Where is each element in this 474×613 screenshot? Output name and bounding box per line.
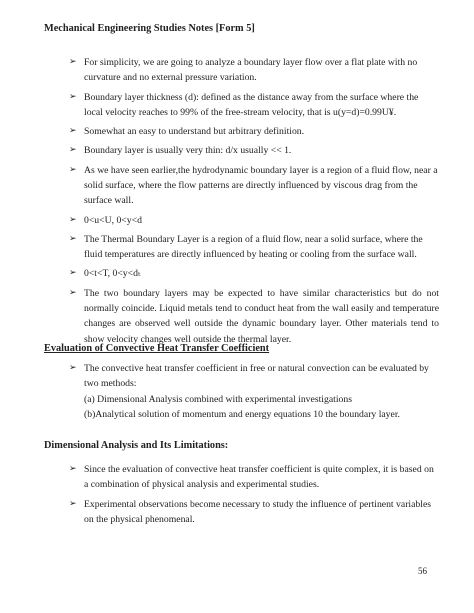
list-item-text: Somewhat an easy to understand but arbitrary definition. <box>84 126 305 138</box>
arrow-bullet-icon: ➢ <box>69 464 77 474</box>
arrow-bullet-icon: ➢ <box>69 214 77 225</box>
list-item-text: The Thermal Boundary Layer is a region of a fluid flow, near a solid surface, where the fluid temperatures are directly influenced by heating or cooling from the surface wall. <box>84 233 423 261</box>
list-item-text: For simplicity, we are going to analyze a boundary layer flow over a flat plate with no curvature and no external pressure variation. <box>84 57 418 84</box>
arrow-bullet-icon: ➢ <box>69 268 77 279</box>
list-item-text: As we have seen earlier,the hydrodynamic boundary layer is a region of a fluid flow, near a solid surface, where the flow patterns are directly influenced by viscous drag from the surface wall. <box>84 164 438 207</box>
method-a-text: (a) Dimensional Analysis combined with experimental investigations <box>84 393 352 405</box>
list-item-text: The convective heat transfer coefficient in free or natural convection can be evaluated by two methods: <box>84 363 429 390</box>
arrow-bullet-icon: ➢ <box>69 363 77 373</box>
list-item-text: The two boundary layers may be expected to have similar characteristics but do not normally coincide. Liquid metals tend to conduct heat from the wall easily and temperature changes are observed well outside the dynamic boundary layer. Other materials tend to show velocity changes well outside the thermal layer. <box>84 287 439 345</box>
list-item <box>69 462 439 493</box>
list-item <box>69 163 439 209</box>
list-item <box>69 266 439 281</box>
bullet-list-intro <box>69 55 439 351</box>
list-item <box>69 286 439 348</box>
bullet-list-convective <box>69 361 439 426</box>
list-item-text: 0<u<U, 0<y<d <box>84 214 142 226</box>
section-title-convective: Evaluation of Convective Heat Transfer Coefficient <box>44 343 270 354</box>
list-item-text: 0<t<T, 0<y<dₜ <box>84 268 141 280</box>
list-item-text: Experimental observations become necessary to study the influence of pertinent variables on the physical phenomenal. <box>84 498 432 526</box>
list-item <box>69 361 439 423</box>
page-header: Mechanical Engineering Studies Notes [Form 5] <box>44 23 255 34</box>
list-item <box>69 213 439 228</box>
arrow-bullet-icon: ➢ <box>69 57 77 67</box>
arrow-bullet-icon: ➢ <box>69 145 77 156</box>
method-b-text: (b)Analytical solution of momentum and energy equations 10 the boundary layer. <box>84 409 400 421</box>
arrow-bullet-icon: ➢ <box>69 498 77 509</box>
list-item <box>69 143 439 158</box>
arrow-bullet-icon: ➢ <box>69 126 77 137</box>
list-item-text: Boundary layer is usually very thin: d/x usually << 1. <box>84 145 292 157</box>
list-item-text: Boundary layer thickness (d): defined as the distance away from the surface where the local velocity reaches to 99% of the free-stream velocity, that is u(y=d)=0.99U¥. <box>84 91 419 119</box>
arrow-bullet-icon: ➢ <box>69 164 77 175</box>
list-item <box>69 124 439 139</box>
bullet-list-dimensional <box>69 462 439 531</box>
section-title-dimensional: Dimensional Analysis and Its Limitations: <box>44 440 229 451</box>
page-number: 56 <box>418 566 427 576</box>
arrow-bullet-icon: ➢ <box>69 287 77 298</box>
list-item <box>69 497 439 528</box>
list-item <box>69 55 439 86</box>
list-item-text: Since the evaluation of convective heat transfer coefficient is quite complex, it is based on a combination of physical analysis and experimental studies. <box>84 464 434 491</box>
arrow-bullet-icon: ➢ <box>69 233 77 244</box>
list-item <box>69 232 439 263</box>
list-item <box>69 90 439 121</box>
arrow-bullet-icon: ➢ <box>69 91 77 102</box>
